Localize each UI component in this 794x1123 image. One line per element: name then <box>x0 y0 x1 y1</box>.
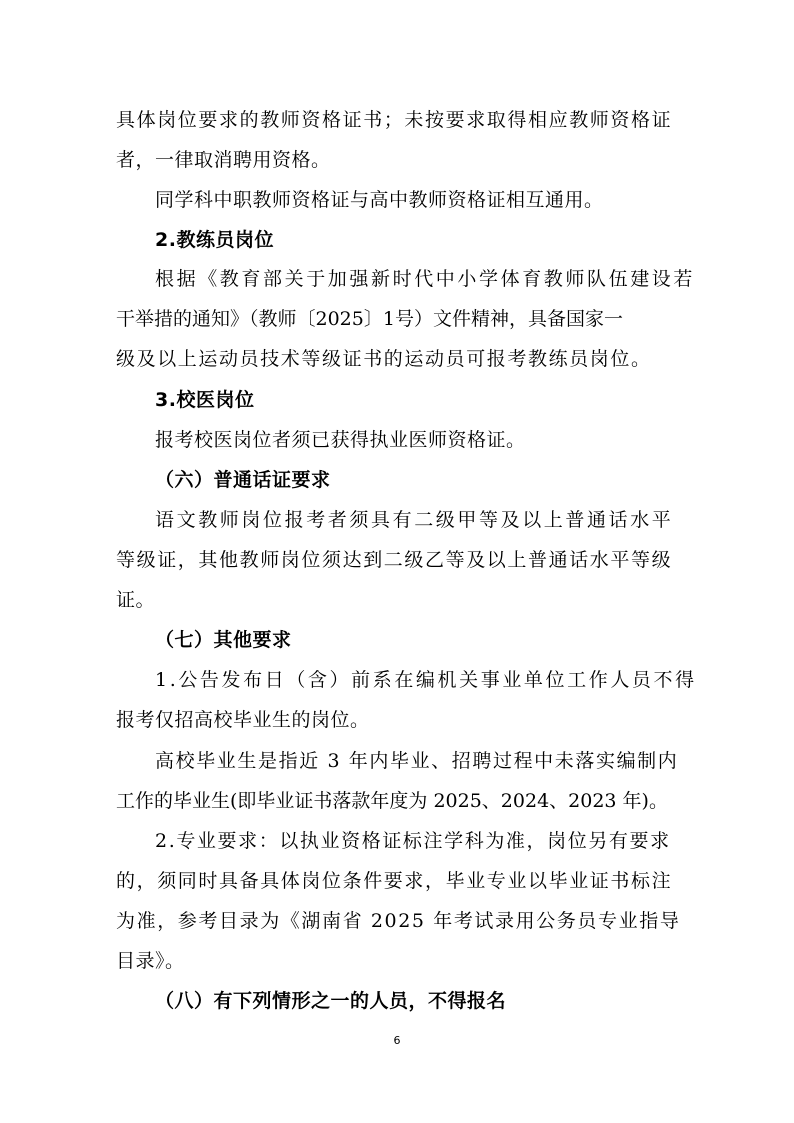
paragraph-line: 具体岗位要求的教师资格证书；未按要求取得相应教师资格证 <box>116 109 673 131</box>
paragraph-line: 的，须同时具备具体岗位条件要求，毕业专业以毕业证书标注 <box>116 870 673 892</box>
paragraph-line: 级及以上运动员技术等级证书的运动员可报考教练员岗位。 <box>116 348 652 370</box>
section-heading-mandarin: （六）普通话证要求 <box>155 469 331 491</box>
paragraph-line: 根据《教育部关于加强新时代中小学体育教师队伍建设若 <box>155 268 696 290</box>
paragraph-line: 1.公告发布日（含）前系在编机关事业单位工作人员不得 <box>155 669 697 691</box>
section-heading-ineligible: （八）有下列情形之一的人员，不得报名 <box>155 990 507 1012</box>
paragraph-line: 者，一律取消聘用资格。 <box>116 149 331 171</box>
paragraph-line: 工作的毕业生(即毕业证书落款年度为 2025、2024、2023 年)。 <box>116 790 668 812</box>
paragraph-line: 报考仅招高校毕业生的岗位。 <box>116 709 370 731</box>
section-heading-other: （七）其他要求 <box>155 629 292 651</box>
paragraph-line: 目录》。 <box>116 950 185 972</box>
paragraph-line: 2.专业要求：以执业资格证标注学科为准，岗位另有要求 <box>155 830 671 852</box>
paragraph-line: 为准，参考目录为《湖南省 2025 年考试录用公务员专业指导 <box>116 910 681 932</box>
page-number: 6 <box>393 1034 401 1047</box>
paragraph-line: 语文教师岗位报考者须具有二级甲等及以上普通话水平 <box>155 509 674 531</box>
paragraph-line: 报考校医岗位者须已获得执业医师资格证。 <box>155 429 526 451</box>
paragraph-line: 高校毕业生是指近 3 年内毕业、招聘过程中未落实编制内 <box>155 750 679 772</box>
paragraph-line: 同学科中职教师资格证与高中教师资格证相互通用。 <box>155 189 604 211</box>
section-heading-coach: 2.教练员岗位 <box>155 229 274 251</box>
paragraph-line: 证。 <box>116 589 156 611</box>
section-heading-school-doctor: 3.校医岗位 <box>155 389 255 411</box>
paragraph-line: 等级证，其他教师岗位须达到二级乙等及以上普通话水平等级 <box>116 549 673 571</box>
paragraph-line: 干举措的通知》（教师〔2025〕1号）文件精神，具备国家一 <box>116 308 623 330</box>
